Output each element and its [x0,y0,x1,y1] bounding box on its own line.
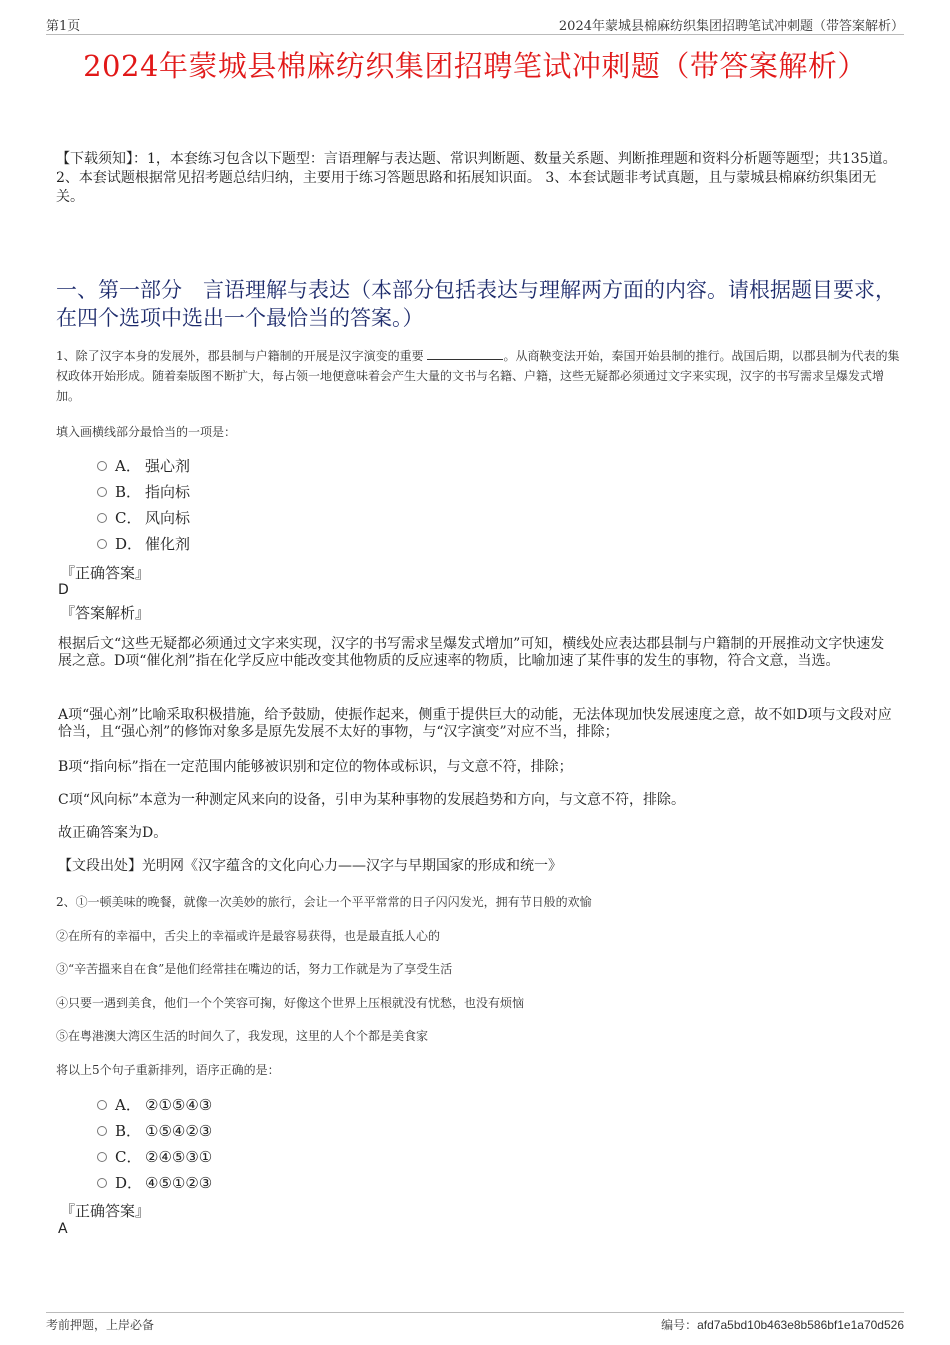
option-key: C． [115,1148,142,1166]
option-text: 催化剂 [145,535,191,553]
document-title: 2024年蒙城县棉麻纺织集团招聘笔试冲刺题（带答案解析） [83,49,867,83]
option-text: ①⑤④②③ [145,1122,213,1140]
footer-code [661,1316,904,1333]
question-1-stem-before: 1、除了汉字本身的发展外，郡县制与户籍制的开展是汉字演变的重要 [56,349,424,363]
option-key: D． [115,1174,143,1192]
q1-source: 【文段出处】光明网《汉字蕴含的文化向心力——汉字与早期国家的形成和统一》 [58,858,562,874]
page-footer [46,1312,904,1332]
q1-analysis-para-1: 根据后文“这些无疑都必须通过文字来实现，汉字的书写需求呈爆发式增加”可知，横线处应表达郡县制与户籍制的开展推动文字快速发展之意。D项“催化剂”指在化学反应中能改变其他物质的反应速率的物质，比喻加速了某件事的发生的事物，符合文意，当选。 [58,636,885,669]
q1-option-a[interactable] [97,456,190,476]
page-number: 第1页 [46,19,81,34]
footer-slogan: 考前押题，上岸必备 [46,1318,155,1332]
download-notice: 【下载须知】：1，本套练习包含以下题型：言语理解与表达题、常识判断题、数量关系题、判断推理题和资料分析题等题型；共135道。 2、本套试题根据常见招考题总结归纳，主要用于练习答题思路和拓展知识面。 3、本套试题非考试真题，且与蒙城县棉麻纺织集团无关。 [56,151,897,205]
q1-answer-label: 『正确答案』 [60,564,151,582]
option-text: 强心剂 [145,457,191,475]
option-text: 指向标 [145,483,191,501]
option-text: ②④⑤③① [145,1148,213,1166]
option-text: 风向标 [145,509,191,527]
q2-sentence-2: ②在所有的幸福中，舌尖上的幸福或许是最容易获得，也是最直抵人心的 [56,929,441,943]
page-header [46,14,904,35]
footer-code-value: afd7a5bd10b463e8b586bf1e1a70d526 [697,1318,904,1332]
q1-analysis-label: 『答案解析』 [60,604,151,622]
q1-option-d[interactable] [97,534,190,554]
option-key: A． [115,1096,141,1114]
option-text: ②①⑤④③ [145,1096,213,1114]
radio-icon[interactable] [97,513,107,523]
fill-blank [427,347,503,360]
q2-answer: A [58,1221,68,1237]
radio-icon[interactable] [97,1178,107,1188]
option-key: D． [115,535,143,553]
option-key: C． [115,509,142,527]
question-1-prompt: 填入画横线部分最恰当的一项是： [56,425,237,439]
radio-icon[interactable] [97,539,107,549]
option-key: B． [115,483,142,501]
q2-option-d[interactable] [97,1173,212,1193]
radio-icon[interactable] [97,1126,107,1136]
q2-option-a[interactable] [97,1095,212,1115]
q2-answer-label: 『正确答案』 [60,1202,151,1220]
q2-sentence-4: ④只要一遇到美食，他们一个个笑容可掬，好像这个世界上压根就没有忧愁，也没有烦恼 [56,996,525,1010]
radio-icon[interactable] [97,1100,107,1110]
q1-analysis-para-3: B项“指向标”指在一定范围内能够被识别和定位的物体或标识，与文意不符，排除； [58,759,573,775]
q2-sentence-1: 2、①一顿美味的晚餐，就像一次美妙的旅行，会让一个平平常常的日子闪闪发光，拥有节日般的欢愉 [56,895,592,909]
q2-option-b[interactable] [97,1121,212,1141]
radio-icon[interactable] [97,487,107,497]
section-heading: 一、第一部分 言语理解与表达（本部分包括表达与理解两方面的内容。请根据题目要求，在四个选项中选出一个最恰当的答案。） [56,278,896,330]
q1-option-c[interactable] [97,508,190,528]
question-2-prompt: 将以上5个句子重新排列，语序正确的是： [56,1063,280,1077]
option-key: B． [115,1122,142,1140]
option-text: ④⑤①②③ [145,1174,213,1192]
option-key: A． [115,457,141,475]
q1-option-b[interactable] [97,482,190,502]
header-doc-title: 2024年蒙城县棉麻纺织集团招聘笔试冲刺题（带答案解析） [558,19,904,34]
q1-analysis-para-2: A项“强心剂”比喻采取积极措施，给予鼓励，使振作起来，侧重于提供巨大的动能，无法体现加快发展速度之意，故不如D项与文段对应恰当，且“强心剂”的修饰对象多是原先发展不太好的事物，与“汉字演变”对应不当，排除； [58,707,892,740]
q1-analysis-para-5: 故正确答案为D。 [58,825,168,841]
q1-answer: D [58,582,69,598]
q1-analysis-para-4: C项“风向标”本意为一种测定风来向的设备，引申为某种事物的发展趋势和方向，与文意不符，排除。 [58,792,686,808]
radio-icon[interactable] [97,1152,107,1162]
question-1-stem [56,346,901,406]
q2-option-c[interactable] [97,1147,212,1167]
radio-icon[interactable] [97,461,107,471]
footer-code-label: 编号： [661,1318,698,1332]
q2-sentence-3: ③“辛苦搵来自在食”是他们经常挂在嘴边的话，努力工作就是为了享受生活 [56,962,453,976]
q2-sentence-5: ⑤在粤港澳大湾区生活的时间久了，我发现，这里的人个个都是美食家 [56,1029,429,1043]
question-1-stem-after: 。从商鞅变法开始，秦国开始县制的推行。战国后期，以郡县制为代表的集权政体开始形成。随着秦版图不断扩大，每占领一地便意味着会产生大量的文书与名籍、户籍，这些无疑都必须通过文字来实现，汉字的书写需求呈爆发式增加。 [56,349,900,403]
